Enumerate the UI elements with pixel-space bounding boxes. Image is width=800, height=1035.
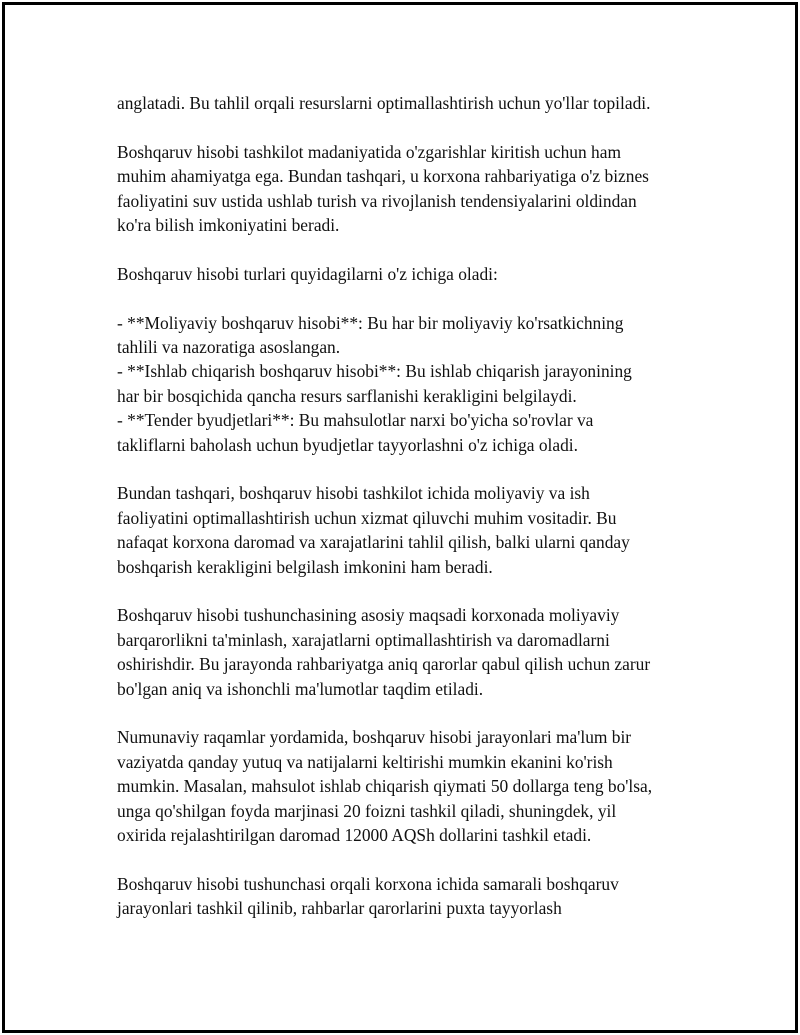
document-body	[117, 91, 717, 945]
text-line: boshqarish kerakligini belgilash imkonini ham beradi.	[117, 556, 493, 577]
paragraph	[117, 603, 717, 701]
text-line: Bundan tashqari, boshqaruv hisobi tashkilot ichida moliyaviy va ish	[117, 483, 590, 504]
paragraph	[117, 872, 717, 921]
text-line: jarayonlari tashkil qilinib, rahbarlar qarorlarini puxta tayyorlash	[117, 898, 562, 919]
list-item-line: tahlili va nazoratiga asoslangan.	[117, 337, 341, 358]
list-item-line: takliflarni baholash uchun byudjetlar tayyorlashni o'z ichiga oladi.	[117, 434, 578, 455]
text-line: anglatadi. Bu tahlil orqali resurslarni optimallashtirish uchun yo'llar topiladi.	[117, 93, 651, 113]
text-line: barqarorlikni ta'minlash, xarajatlarni optimallashtirish va daromadlarni	[117, 629, 610, 650]
text-line: Boshqaruv hisobi turlari quyidagilarni o'z ichiga oladi:	[117, 263, 498, 284]
text-line: oshirishdir. Bu jarayonda rahbariyatga aniq qarorlar qabul qilish uchun zarur	[117, 654, 651, 675]
text-line: Boshqaruv hisobi tushunchasi orqali korxona ichida samarali boshqaruv	[117, 873, 619, 894]
text-line: vaziyatda qanday yutuq va natijalarni keltirishi mumkin ekanini ko'rish	[117, 751, 613, 772]
paragraph	[117, 481, 717, 579]
paragraph	[117, 725, 717, 847]
paragraph	[117, 91, 717, 115]
list-item-line: - **Moliyaviy boshqaruv hisobi**: Bu har bir moliyaviy ko'rsatkichning	[117, 312, 624, 333]
text-line: ko'ra bilish imkoniyatini beradi.	[117, 215, 340, 236]
paragraph	[117, 262, 717, 286]
text-line: oxirida rejalashtirilgan daromad 12000 AQSh dollarini tashkil etadi.	[117, 825, 592, 846]
text-line: muhim ahamiyatga ega. Bundan tashqari, u korxona rahbariyatiga o'z biznes	[117, 166, 649, 187]
text-line: nafaqat korxona daromad va xarajatlarini tahlil qilish, balki ularni qanday	[117, 532, 630, 553]
text-line: faoliyatini suv ustida ushlab turish va rivojlanish tendensiyalarini oldindan	[117, 190, 637, 211]
text-line: unga qo'shilgan foyda marjinasi 20 foizni tashkil qiladi, shuningdek, yil	[117, 800, 617, 821]
list-item-line: - **Ishlab chiqarish boshqaruv hisobi**: Bu ishlab chiqarish jarayonining	[117, 361, 632, 382]
text-line: Boshqaruv hisobi tushunchasining asosiy maqsadi korxonada moliyaviy	[117, 605, 620, 626]
list-item-line: har bir bosqichida qancha resurs sarflanishi kerakligini belgilaydi.	[117, 385, 577, 406]
list-paragraph	[117, 311, 717, 457]
text-line: Numunaviy raqamlar yordamida, boshqaruv hisobi jarayonlari ma'lum bir	[117, 727, 632, 748]
text-line: mumkin. Masalan, mahsulot ishlab chiqarish qiymati 50 dollarga teng bo'lsa,	[117, 776, 653, 797]
text-line: faoliyatini optimallashtirish uchun xizmat qiluvchi muhim vositadir. Bu	[117, 507, 617, 528]
list-item-line: - **Tender byudjetlari**: Bu mahsulotlar narxi bo'yicha so'rovlar va	[117, 410, 594, 431]
paragraph	[117, 140, 717, 238]
text-line: Boshqaruv hisobi tashkilot madaniyatida o'zgarishlar kiritish uchun ham	[117, 141, 621, 162]
text-line: bo'lgan aniq va ishonchli ma'lumotlar taqdim etiladi.	[117, 678, 484, 699]
